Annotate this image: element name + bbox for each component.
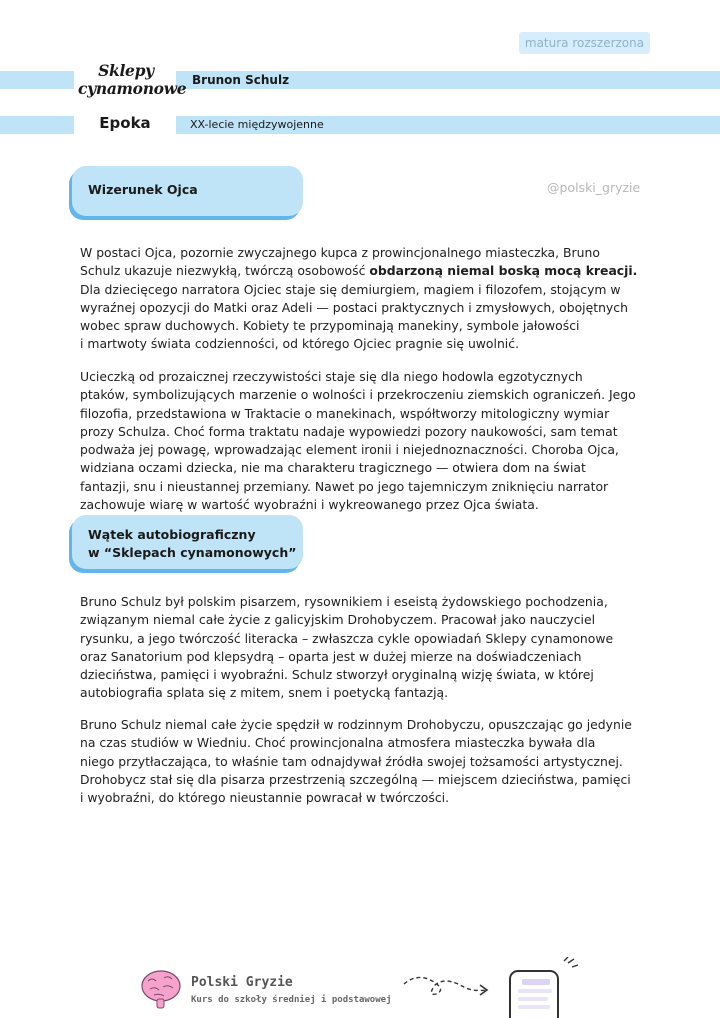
arrow-icon [400, 972, 492, 1004]
social-handle: @polski_gryzie [547, 180, 641, 195]
section-heading-autobiography [72, 515, 303, 569]
epoch-value: XX-lecie międzywojenne [190, 118, 324, 131]
paragraph-autobiography-1: Bruno Schulz był polskim pisarzem, rysownikiem i eseistą żydowskiego pochodzenia, związanym niemal całe życie z galicyjskim Drohobyczem. Pracował jako nauczyciel rysunku, a jego twórczość literacka – zwłaszcza cykle opowiadań Sklepy cynamonowe oraz Sanatorium pod klepsydrą – oparta jest w dużej mierze na doświadczeniach dzieciństwa, pamięci i wyobraźni. Schulz stworzył oryginalną wizję świata, w której autobiografia splata się z mitem, snem i poetycką fantazją. [80, 594, 614, 701]
book-title [78, 61, 187, 98]
phone-icon [502, 957, 588, 1018]
paragraph-father-2: Ucieczką od prozaicznej rzeczywistości staje się dla niego hodowla egzotycznych ptaków, symbolizujących marzenie o wolności i przekroczeniu ziemskich ograniczeń. Jego filozofia, przedstawiona w Traktacie o manekinach, współtworzy mitologiczny wymiar prozy Schulza. Choć forma traktatu nadaje wypowiedzi pozory naukowości, sam temat podważa jej powagę, wprowadzając element ironii i niejednoznaczności. Choroba Ojca, widziana oczami dziecka, nie ma charakteru tragicznego — otwiera dom na świat fantazji, snu i nieustannej przemiany. Nawet po jego tajemniczym zniknięciu narrator zachowuje wiarę w wartość wyobraźni i wykreowanego przez Ojca świata. [80, 369, 636, 513]
paragraph-bold-text: obdarzoną niemal boską mocą kreacji. [369, 263, 638, 279]
section-heading-line1: Wątek autobiograficzny [88, 527, 256, 542]
paragraph-autobiography-2: Bruno Schulz niemal całe życie spędził w rodzinnym Drohobyczu, opuszczając go jedynie na czas studiów w Wiedniu. Choć prowincjonalna atmosfera miasteczka bywała dla niego przytłaczająca, to właśnie tam odnajdywał źródła swojej tożsamości artystycznej. Drohobycz stał się dla pisarza przestrzenią szczególną — miejscem dzieciństwa, pamięci i wyobraźni, do którego nieustannie powracał w twórczości. [80, 717, 632, 806]
epoch-label: Epoka [99, 114, 151, 132]
brand-subtitle: Kurs do szkoły średniej i podstawowej [191, 995, 392, 1005]
book-title-line2: cynamonowe [78, 79, 187, 98]
paragraph-father-1 [80, 244, 660, 354]
paragraph-text: W postaci Ojca, pozornie zwyczajnego kupca z prowincjonalnego miasteczka, Bruno Schulz ukazuje niezwykłą, twórczą osobowość [80, 245, 600, 279]
book-title-line1: Sklepy [98, 61, 154, 80]
brain-icon [140, 969, 182, 1009]
author-name: Brunon Schulz [192, 73, 290, 87]
section-heading-line2: w “Sklepach cynamonowych” [88, 545, 297, 560]
section-heading-father-text: Wizerunek Ojca [88, 182, 198, 197]
brand-name: Polski Gryzie [191, 975, 293, 990]
section-heading-father [72, 166, 303, 216]
level-tag: matura rozszerzona [519, 32, 650, 54]
paragraph-text: Dla dziecięcego narratora Ojciec staje się demiurgiem, magiem i filozofem, stojącym w wyraźnej opozycji do Matki oraz Adeli — postaci praktycznych i zmysłowych, obojętnych wobec spraw duchowych. Kobiety te przypominają manekiny, symbole jałowości i martwoty świata codzienności, od którego Ojciec pragnie się uwolnić. [80, 281, 628, 352]
